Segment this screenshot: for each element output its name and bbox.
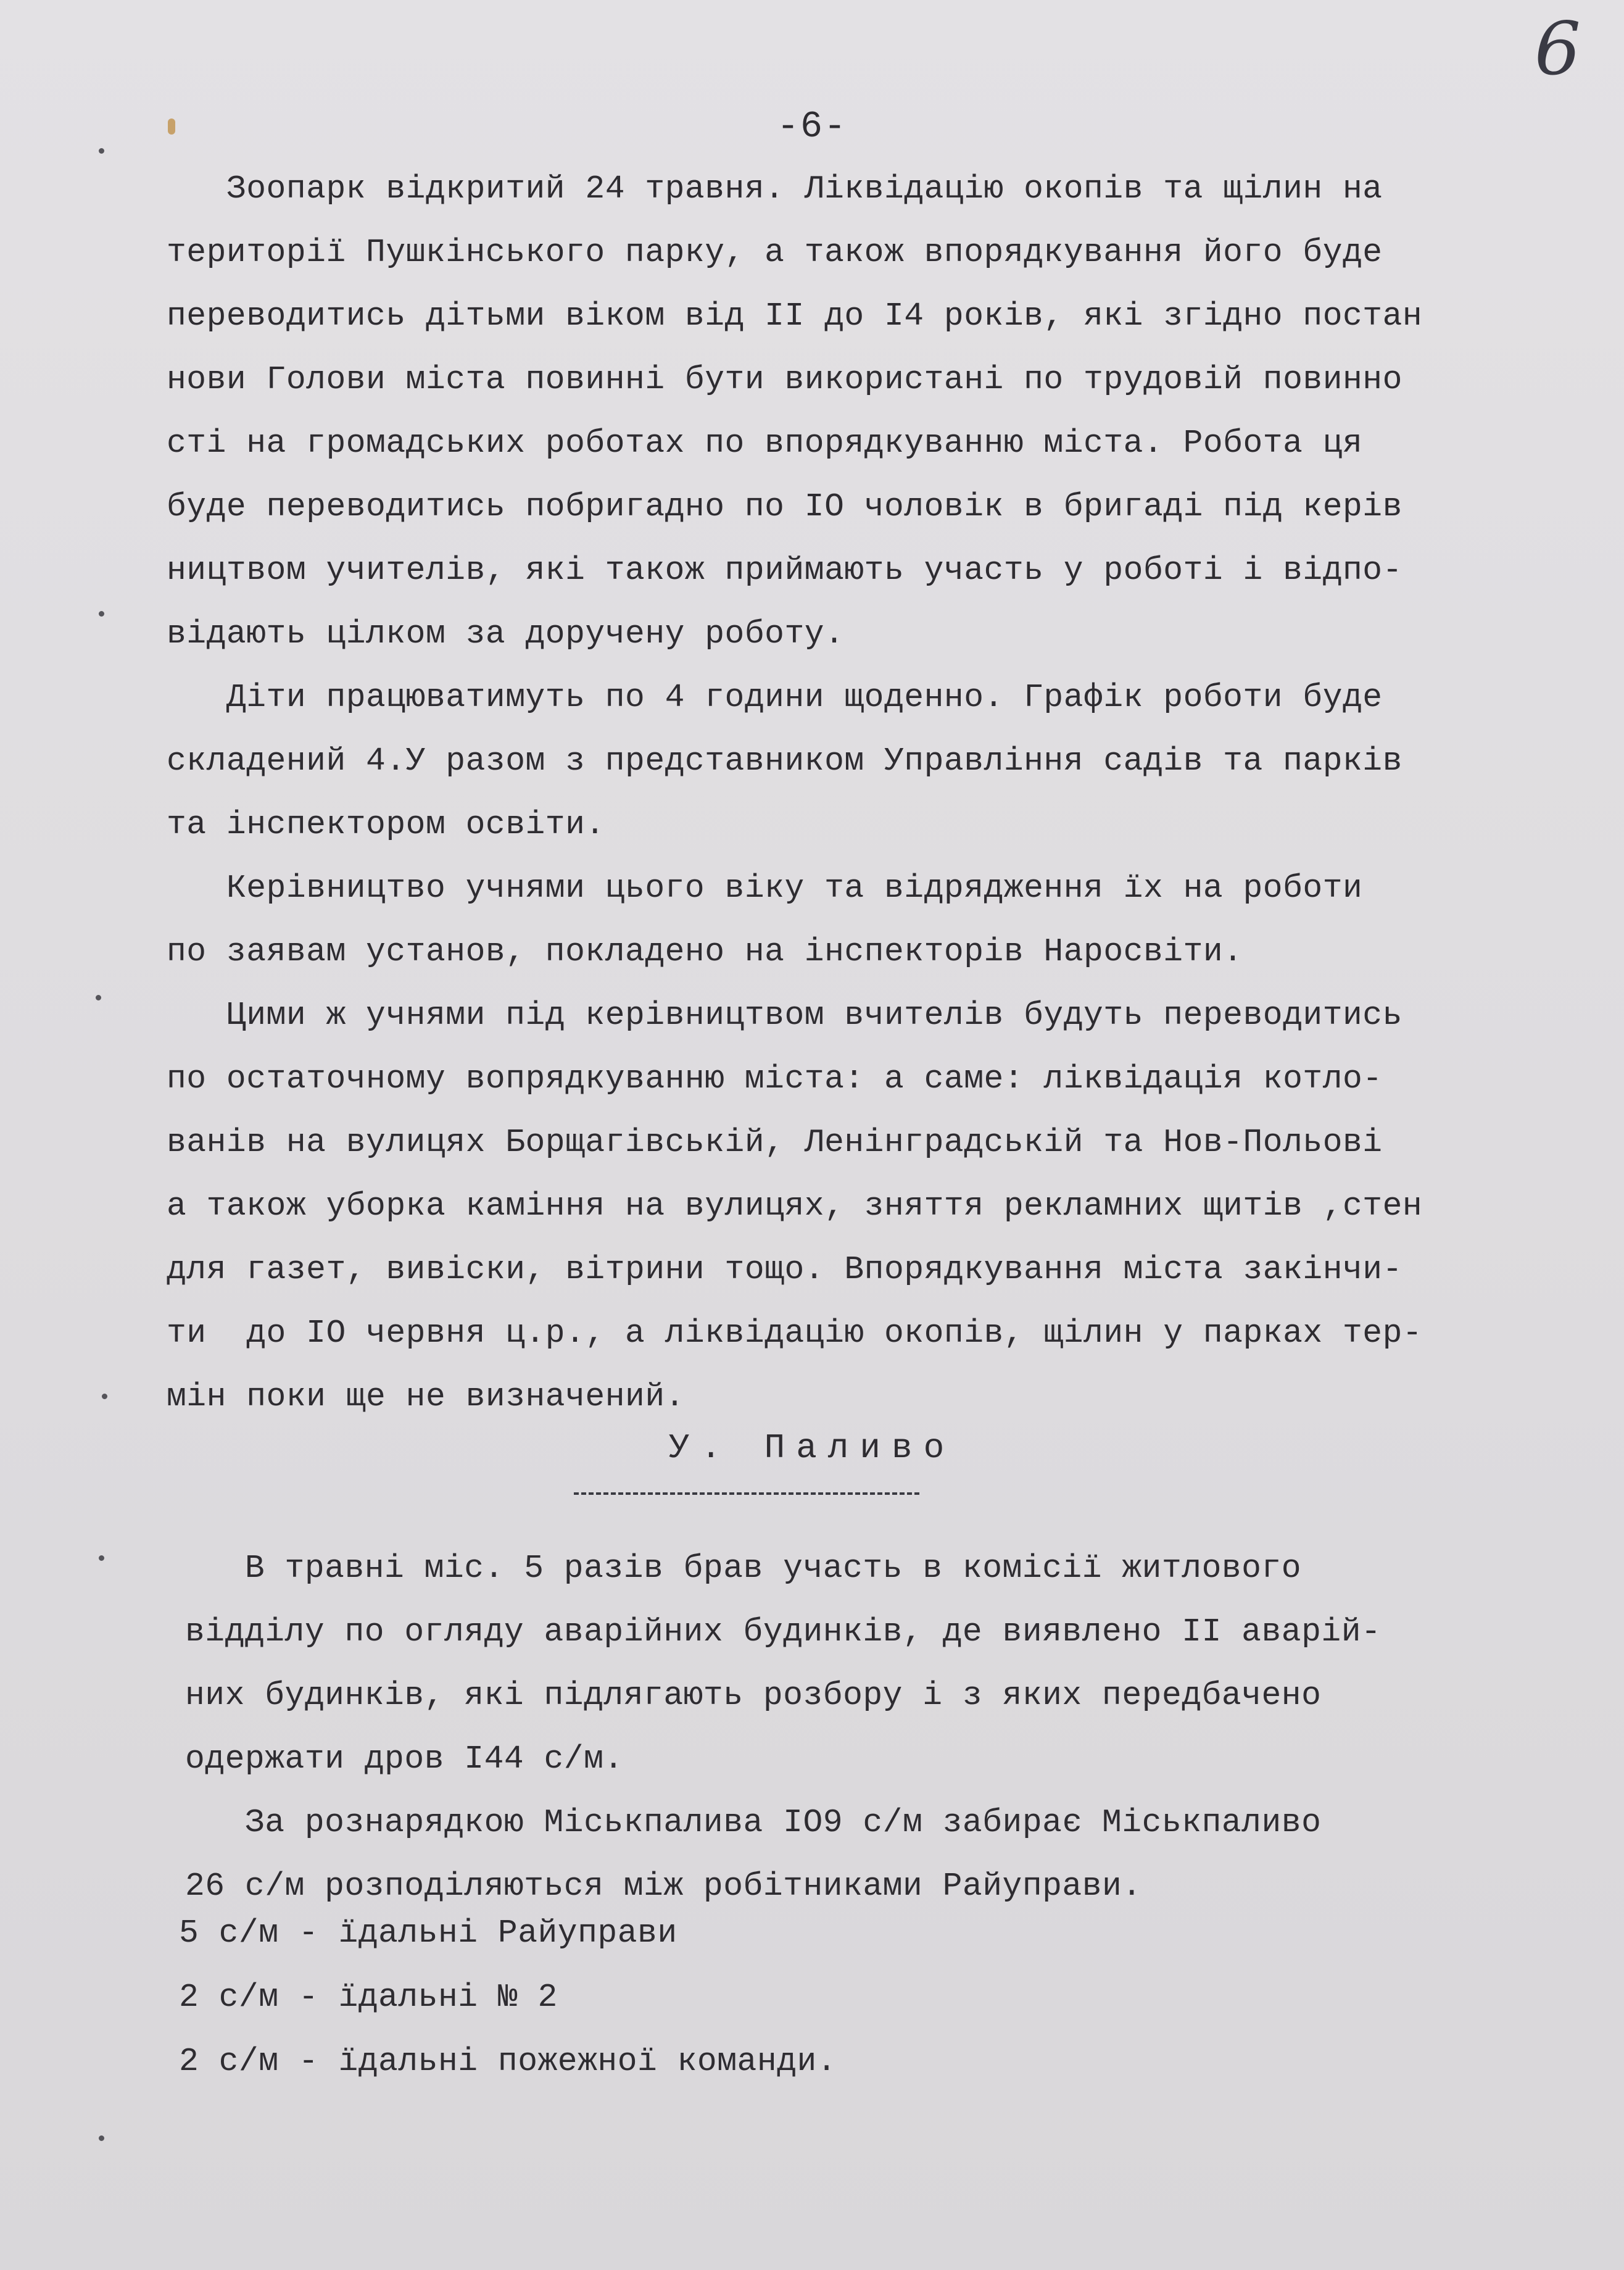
text-line: сті на громадських роботах по впорядкуванню міста. Робота ця (167, 425, 1363, 462)
text-line: по остаточному вопрядкуванню міста: а саме: ліквідація котло- (167, 1060, 1383, 1097)
paper-speck (99, 148, 104, 154)
paper-speck (99, 611, 104, 617)
text-line: території Пушкінського парку, а також впорядкування його буде (167, 234, 1383, 271)
archive-page-number: 6 (1534, 6, 1581, 91)
text-line: Цими ж учнями під керівництвом вчителів будуть переводитись (167, 997, 1402, 1034)
text-line: В травні міс. 5 разів брав участь в комісії житлового (185, 1550, 1302, 1587)
text-line: За рознарядкою Міськпалива IO9 с/м забирає Міськпаливо (185, 1804, 1322, 1841)
page-number: -6- (776, 106, 848, 148)
text-line: відділу по огляду аварійних будинків, де виявлено II аварій- (185, 1613, 1382, 1650)
text-line: Діти працюватимуть по 4 години щоденно. Графік роботи буде (167, 679, 1383, 716)
paragraph-fuel-distribution (185, 1791, 1604, 1918)
text-line: буде переводитись побригадно по IO чоловік в бригаді під керів (167, 488, 1402, 525)
paper-speck (102, 1394, 107, 1399)
text-line: них будинків, які підлягають розбору і з яких передбачено (185, 1677, 1322, 1714)
paragraph-emergency-buildings (185, 1537, 1604, 1791)
allocation-list (179, 1901, 1413, 2093)
section-heading-text: У. Паливо (668, 1428, 956, 1468)
list-item: 2 с/м - їдальні № 2 (179, 1979, 558, 2016)
paragraph-city-cleanup (167, 984, 1617, 1429)
paper-stain (168, 118, 175, 135)
text-line: відають цілком за доручену роботу. (167, 615, 845, 652)
text-line: переводитись дітьми віком від II до I4 років, які згідно постан (167, 297, 1423, 335)
text-line: складений 4.У разом з представником Управління садів та парків (167, 742, 1402, 780)
fuel-section (185, 1537, 1604, 1918)
paragraph-management (167, 857, 1617, 984)
text-line: для газет, вивіски, вітрини тощо. Впорядкування міста закінчи- (167, 1251, 1402, 1288)
text-line: 26 с/м розподіляються між робітниками Райуправи. (185, 1868, 1142, 1905)
list-item: 2 с/м - їдальні пожежної команди. (179, 2043, 837, 2080)
text-line: по заявам установ, покладено на інспекторів Наросвіти. (167, 933, 1243, 970)
paragraph-zoo (167, 157, 1617, 666)
list-item: 5 с/м - їдальні Райуправи (179, 1915, 677, 1952)
text-line: мін поки ще не визначений. (167, 1378, 685, 1415)
text-line: Зоопарк відкритий 24 травня. Ліквідацію окопів та щілин на (167, 170, 1383, 207)
heading-underline (574, 1492, 919, 1495)
text-line: ванів на вулицях Борщагівській, Ленінградській та Нов-Польові (167, 1124, 1383, 1161)
paper-speck (99, 2135, 104, 2141)
paragraph-children-work (167, 666, 1617, 857)
text-line: Керівництво учнями цього віку та відрядження їх на роботи (167, 870, 1363, 907)
text-line: одержати дров I44 с/м. (185, 1740, 624, 1777)
text-line: ти до IO червня ц.р., а ліквідацію окопів, щілин у парках тер- (167, 1315, 1423, 1352)
section-heading (0, 1428, 1624, 1468)
paper-speck (99, 1555, 104, 1561)
document-body (167, 157, 1617, 1429)
text-line: нови Голови міста повинні бути використані по трудовій повинно (167, 361, 1402, 398)
paper-speck (96, 995, 101, 1000)
text-line: ництвом учителів, які також приймають участь у роботі і відпо- (167, 552, 1402, 589)
text-line: та інспектором освіти. (167, 806, 605, 843)
text-line: а також уборка каміння на вулицях, зняття рекламних щитів ,стен (167, 1187, 1423, 1224)
